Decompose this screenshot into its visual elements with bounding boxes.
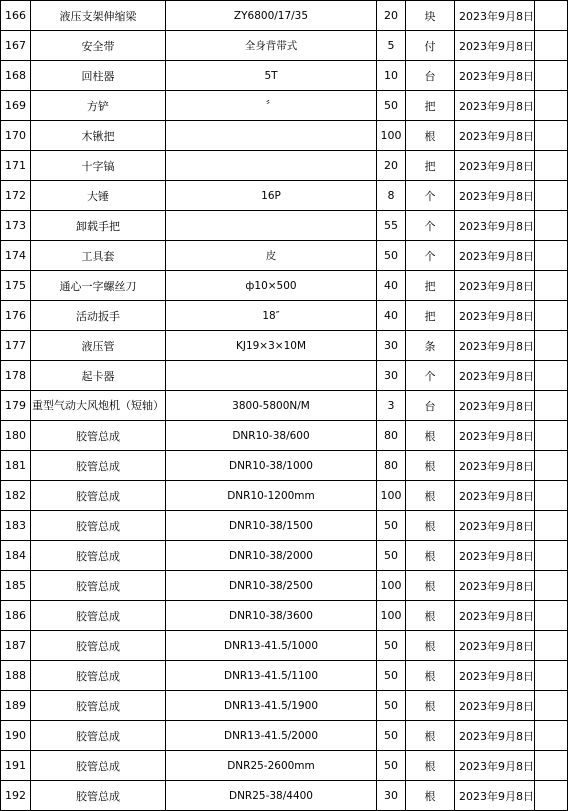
date-cell: 2023年9月8日: [455, 481, 535, 511]
remark-cell: [535, 1, 568, 31]
date-cell: 2023年9月8日: [455, 541, 535, 571]
remark-cell: [535, 61, 568, 91]
table-row: [1, 211, 568, 241]
remark-cell: [535, 721, 568, 751]
date-cell: 2023年9月8日: [455, 211, 535, 241]
row-number-cell: 177: [1, 331, 31, 361]
remark-cell: [535, 631, 568, 661]
item-spec-cell: ZY6800/17/35: [166, 1, 377, 31]
unit-cell: 根: [406, 751, 455, 781]
remark-cell: [535, 781, 568, 811]
row-number-cell: 168: [1, 61, 31, 91]
date-cell: 2023年9月8日: [455, 331, 535, 361]
quantity-cell: 20: [377, 1, 406, 31]
row-number-cell: 182: [1, 481, 31, 511]
table-row: [1, 241, 568, 271]
unit-cell: 块: [406, 1, 455, 31]
unit-cell: 个: [406, 211, 455, 241]
remark-cell: [535, 661, 568, 691]
quantity-cell: 50: [377, 511, 406, 541]
quantity-cell: 50: [377, 751, 406, 781]
item-spec-cell: DNR25-2600mm: [166, 751, 377, 781]
item-spec-cell: DNR10-38/1500: [166, 511, 377, 541]
date-cell: 2023年9月8日: [455, 271, 535, 301]
item-name-cell: 胶管总成: [31, 481, 166, 511]
table-row: [1, 451, 568, 481]
table-row: [1, 361, 568, 391]
row-number-cell: 190: [1, 721, 31, 751]
item-name-cell: 安全带: [31, 31, 166, 61]
date-cell: 2023年9月8日: [455, 661, 535, 691]
date-cell: 2023年9月8日: [455, 241, 535, 271]
date-cell: 2023年9月8日: [455, 121, 535, 151]
row-number-cell: 176: [1, 301, 31, 331]
item-spec-cell: DNR25-38/4400: [166, 781, 377, 811]
item-spec-cell: DNR10-1200mm: [166, 481, 377, 511]
item-spec-cell: DNR13-41.5/2000: [166, 721, 377, 751]
item-name-cell: 胶管总成: [31, 781, 166, 811]
quantity-cell: 50: [377, 661, 406, 691]
row-number-cell: 187: [1, 631, 31, 661]
table-row: [1, 1, 568, 31]
table-row: [1, 631, 568, 661]
row-number-cell: 180: [1, 421, 31, 451]
item-spec-cell: [166, 121, 377, 151]
item-spec-cell: DNR13-41.5/1000: [166, 631, 377, 661]
table-row: [1, 751, 568, 781]
quantity-cell: 100: [377, 571, 406, 601]
row-number-cell: 169: [1, 91, 31, 121]
date-cell: 2023年9月8日: [455, 31, 535, 61]
date-cell: 2023年9月8日: [455, 151, 535, 181]
remark-cell: [535, 691, 568, 721]
item-name-cell: 胶管总成: [31, 661, 166, 691]
quantity-cell: 30: [377, 361, 406, 391]
date-cell: 2023年9月8日: [455, 61, 535, 91]
quantity-cell: 50: [377, 541, 406, 571]
quantity-cell: 50: [377, 241, 406, 271]
unit-cell: 根: [406, 601, 455, 631]
unit-cell: 根: [406, 691, 455, 721]
unit-cell: 根: [406, 721, 455, 751]
item-name-cell: 胶管总成: [31, 541, 166, 571]
date-cell: 2023年9月8日: [455, 571, 535, 601]
date-cell: 2023年9月8日: [455, 421, 535, 451]
quantity-cell: 100: [377, 601, 406, 631]
item-name-cell: 胶管总成: [31, 601, 166, 631]
quantity-cell: 10: [377, 61, 406, 91]
item-spec-cell: 皮: [166, 241, 377, 271]
item-name-cell: 胶管总成: [31, 751, 166, 781]
quantity-cell: 50: [377, 631, 406, 661]
unit-cell: 台: [406, 61, 455, 91]
row-number-cell: 186: [1, 601, 31, 631]
table-row: [1, 721, 568, 751]
remark-cell: [535, 481, 568, 511]
item-spec-cell: 5T: [166, 61, 377, 91]
item-spec-cell: DNR10-38/2500: [166, 571, 377, 601]
row-number-cell: 192: [1, 781, 31, 811]
quantity-cell: 40: [377, 301, 406, 331]
remark-cell: [535, 571, 568, 601]
item-name-cell: 方铲: [31, 91, 166, 121]
remark-cell: [535, 361, 568, 391]
quantity-cell: 40: [377, 271, 406, 301]
date-cell: 2023年9月8日: [455, 511, 535, 541]
item-spec-cell: 全身背带式: [166, 31, 377, 61]
unit-cell: 根: [406, 421, 455, 451]
unit-cell: 根: [406, 451, 455, 481]
quantity-cell: 50: [377, 721, 406, 751]
item-spec-cell: 3800-5800N/M: [166, 391, 377, 421]
item-name-cell: 十字镐: [31, 151, 166, 181]
date-cell: 2023年9月8日: [455, 781, 535, 811]
quantity-cell: 100: [377, 121, 406, 151]
item-name-cell: 胶管总成: [31, 691, 166, 721]
remark-cell: [535, 391, 568, 421]
date-cell: 2023年9月8日: [455, 181, 535, 211]
table-row: [1, 271, 568, 301]
item-name-cell: 回柱器: [31, 61, 166, 91]
item-spec-cell: DNR13-41.5/1900: [166, 691, 377, 721]
remark-cell: [535, 181, 568, 211]
table-row: [1, 181, 568, 211]
table-row: [1, 571, 568, 601]
quantity-cell: 80: [377, 421, 406, 451]
row-number-cell: 173: [1, 211, 31, 241]
item-spec-cell: KJ19×3×10M: [166, 331, 377, 361]
unit-cell: 台: [406, 391, 455, 421]
unit-cell: 把: [406, 91, 455, 121]
date-cell: 2023年9月8日: [455, 301, 535, 331]
item-name-cell: 液压管: [31, 331, 166, 361]
remark-cell: [535, 511, 568, 541]
item-spec-cell: DNR10-38/2000: [166, 541, 377, 571]
row-number-cell: 183: [1, 511, 31, 541]
unit-cell: 付: [406, 31, 455, 61]
quantity-cell: 50: [377, 91, 406, 121]
quantity-cell: 5: [377, 31, 406, 61]
item-name-cell: 起卡器: [31, 361, 166, 391]
unit-cell: 把: [406, 151, 455, 181]
quantity-cell: 55: [377, 211, 406, 241]
table-row: [1, 61, 568, 91]
table-body: [1, 1, 568, 811]
remark-cell: [535, 331, 568, 361]
row-number-cell: 171: [1, 151, 31, 181]
quantity-cell: 100: [377, 481, 406, 511]
unit-cell: 个: [406, 241, 455, 271]
date-cell: 2023年9月8日: [455, 751, 535, 781]
item-name-cell: 液压支架伸缩梁: [31, 1, 166, 31]
remark-cell: [535, 751, 568, 781]
unit-cell: 把: [406, 301, 455, 331]
table-row: [1, 601, 568, 631]
row-number-cell: 179: [1, 391, 31, 421]
row-number-cell: 185: [1, 571, 31, 601]
unit-cell: 条: [406, 331, 455, 361]
item-spec-cell: 16P: [166, 181, 377, 211]
quantity-cell: 20: [377, 151, 406, 181]
remark-cell: [535, 241, 568, 271]
row-number-cell: 191: [1, 751, 31, 781]
row-number-cell: 189: [1, 691, 31, 721]
unit-cell: 根: [406, 481, 455, 511]
row-number-cell: 178: [1, 361, 31, 391]
row-number-cell: 175: [1, 271, 31, 301]
item-name-cell: 胶管总成: [31, 721, 166, 751]
item-spec-cell: 〞: [166, 91, 377, 121]
date-cell: 2023年9月8日: [455, 91, 535, 121]
remark-cell: [535, 271, 568, 301]
unit-cell: 根: [406, 631, 455, 661]
date-cell: 2023年9月8日: [455, 721, 535, 751]
item-spec-cell: DNR10-38/3600: [166, 601, 377, 631]
remark-cell: [535, 151, 568, 181]
quantity-cell: 8: [377, 181, 406, 211]
item-name-cell: 胶管总成: [31, 421, 166, 451]
row-number-cell: 188: [1, 661, 31, 691]
item-name-cell: 大锤: [31, 181, 166, 211]
date-cell: 2023年9月8日: [455, 601, 535, 631]
item-name-cell: 通心一字螺丝刀: [31, 271, 166, 301]
table-row: [1, 121, 568, 151]
remark-cell: [535, 541, 568, 571]
item-name-cell: 胶管总成: [31, 571, 166, 601]
quantity-cell: 3: [377, 391, 406, 421]
item-spec-cell: [166, 211, 377, 241]
remark-cell: [535, 421, 568, 451]
table-row: [1, 151, 568, 181]
quantity-cell: 50: [377, 691, 406, 721]
date-cell: 2023年9月8日: [455, 1, 535, 31]
item-name-cell: 胶管总成: [31, 511, 166, 541]
unit-cell: 根: [406, 661, 455, 691]
quantity-cell: 30: [377, 781, 406, 811]
date-cell: 2023年9月8日: [455, 631, 535, 661]
table-row: [1, 781, 568, 811]
item-spec-cell: DNR10-38/600: [166, 421, 377, 451]
item-name-cell: 活动扳手: [31, 301, 166, 331]
date-cell: 2023年9月8日: [455, 691, 535, 721]
unit-cell: 根: [406, 541, 455, 571]
item-name-cell: 重型气动大风炮机（短轴）: [31, 391, 166, 421]
unit-cell: 根: [406, 511, 455, 541]
row-number-cell: 170: [1, 121, 31, 151]
date-cell: 2023年9月8日: [455, 451, 535, 481]
remark-cell: [535, 211, 568, 241]
date-cell: 2023年9月8日: [455, 391, 535, 421]
item-spec-cell: DNR13-41.5/1100: [166, 661, 377, 691]
date-cell: 2023年9月8日: [455, 361, 535, 391]
quantity-cell: 80: [377, 451, 406, 481]
remark-cell: [535, 91, 568, 121]
unit-cell: 根: [406, 121, 455, 151]
table-row: [1, 511, 568, 541]
row-number-cell: 166: [1, 1, 31, 31]
table-row: [1, 91, 568, 121]
item-spec-cell: [166, 361, 377, 391]
unit-cell: 根: [406, 571, 455, 601]
unit-cell: 个: [406, 181, 455, 211]
row-number-cell: 174: [1, 241, 31, 271]
unit-cell: 个: [406, 361, 455, 391]
table-row: [1, 421, 568, 451]
item-spec-cell: ф10×500: [166, 271, 377, 301]
item-name-cell: 工具套: [31, 241, 166, 271]
unit-cell: 把: [406, 271, 455, 301]
quantity-cell: 30: [377, 331, 406, 361]
table-row: [1, 541, 568, 571]
item-name-cell: 胶管总成: [31, 631, 166, 661]
table-row: [1, 481, 568, 511]
table-row: [1, 301, 568, 331]
item-name-cell: 卸载手把: [31, 211, 166, 241]
remark-cell: [535, 451, 568, 481]
item-spec-cell: [166, 151, 377, 181]
item-spec-cell: DNR10-38/1000: [166, 451, 377, 481]
table-row: [1, 31, 568, 61]
row-number-cell: 181: [1, 451, 31, 481]
remark-cell: [535, 31, 568, 61]
row-number-cell: 184: [1, 541, 31, 571]
unit-cell: 根: [406, 781, 455, 811]
row-number-cell: 167: [1, 31, 31, 61]
item-spec-cell: 18″: [166, 301, 377, 331]
remark-cell: [535, 301, 568, 331]
table-row: [1, 691, 568, 721]
table-row: [1, 331, 568, 361]
item-name-cell: 胶管总成: [31, 451, 166, 481]
remark-cell: [535, 121, 568, 151]
row-number-cell: 172: [1, 181, 31, 211]
table-row: [1, 391, 568, 421]
remark-cell: [535, 601, 568, 631]
item-name-cell: 木锹把: [31, 121, 166, 151]
table-row: [1, 661, 568, 691]
